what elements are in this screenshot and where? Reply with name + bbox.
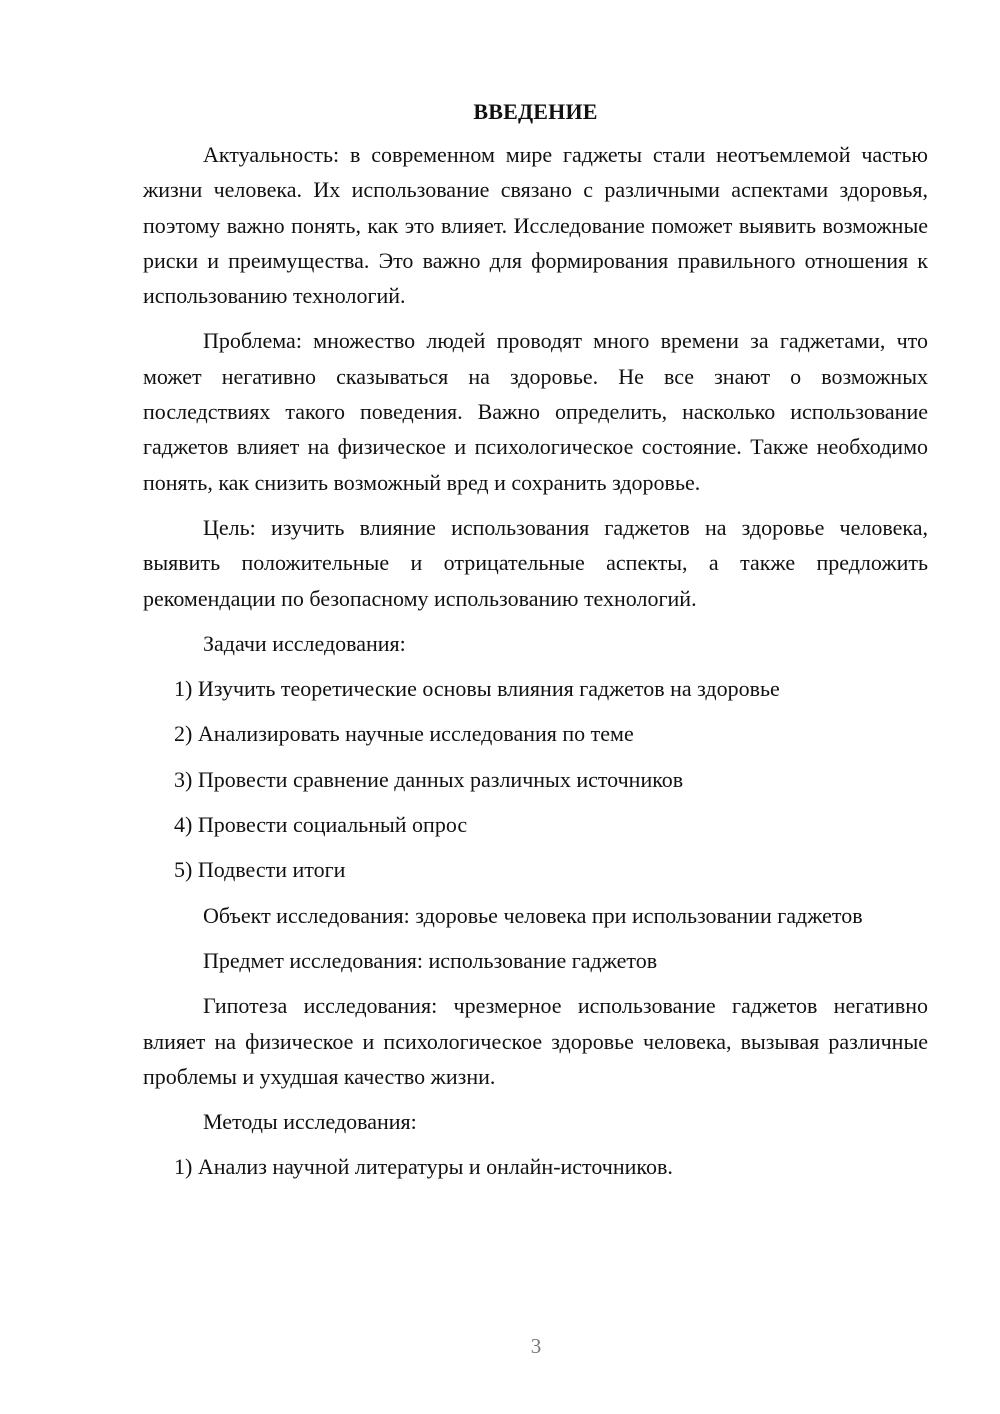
- task-item: 4) Провести социальный опрос: [174, 812, 468, 838]
- subject-paragraph: Предмет исследования: использование гаджетов: [203, 947, 658, 973]
- page-content: [143, 94, 928, 1195]
- task-item: 3) Провести сравнение данных различных источников: [174, 766, 684, 792]
- tasks-label: Задачи исследования:: [203, 630, 406, 656]
- object-paragraph: Объект исследования: здоровье человека при использовании гаджетов: [203, 902, 863, 928]
- problem-paragraph: Проблема: множество людей проводят много времени за гаджетами, что может негативно сказываться на здоровье. Не все знают о возможных последствиях такого поведения. Важно определить, насколько использование гаджетов влияет на физическое и психологическое состояние. Также необходимо понять, как снизить возможный вред и сохранить здоровье.: [143, 328, 928, 495]
- goal-paragraph: Цель: изучить влияние использования гаджетов на здоровье человека, выявить положительные и отрицательные аспекты, а также предложить рекомендации по безопасному использованию технологий.: [143, 514, 928, 611]
- methods-label: Методы исследования:: [203, 1109, 417, 1135]
- task-item: 5) Подвести итоги: [174, 857, 346, 883]
- task-item: 1) Изучить теоретические основы влияния гаджетов на здоровье: [174, 676, 780, 702]
- relevance-paragraph: Актуальность: в современном мире гаджеты стали неотъемлемой частью жизни человека. Их использование связано с различными аспектами здоровья, поэтому важно понять, как это влияет. Исследование поможет выявить возможные риски и преимущества. Это важно для формирования правильного отношения к использованию технологий.: [143, 142, 928, 309]
- page-number: 3: [530, 1334, 542, 1358]
- methods-list: [143, 1149, 928, 1184]
- hypothesis-paragraph: Гипотеза исследования: чрезмерное использование гаджетов негативно влияет на физическое и психологическое здоровье человека, вызывая различные проблемы и ухудшая качество жизни.: [143, 993, 928, 1089]
- tasks-list: [143, 671, 928, 887]
- task-item: 2) Анализировать научные исследования по теме: [174, 721, 634, 747]
- method-item: 1) Анализ научной литературы и онлайн-источников.: [174, 1154, 673, 1180]
- page-title: ВВЕДЕНИЕ: [473, 99, 598, 124]
